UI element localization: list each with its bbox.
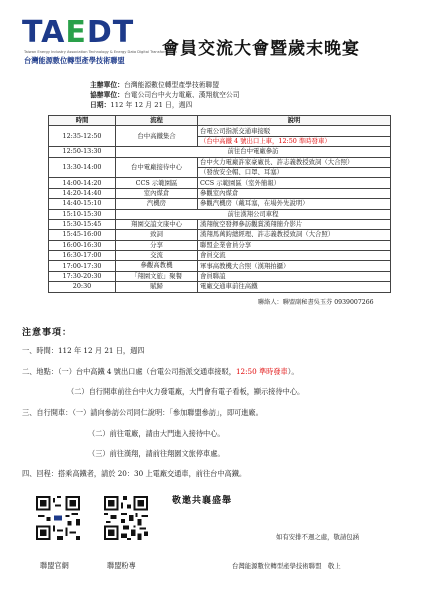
apology-note: 如有安排不週之處，敬請包涵 (276, 533, 360, 541)
table-row (49, 219, 391, 229)
logo-brand-e: E (65, 15, 87, 50)
row-desc: 會員交流 (198, 251, 391, 261)
note-return: 四、回程：搭乘高鐵者，請於 20：30 上電廠交通車，前往台中高鐵。 (22, 469, 247, 478)
table-row (49, 271, 391, 281)
invitation-text: 敬邀共襄盛舉 (172, 496, 233, 506)
host-value: 台灣能源數位轉型產學技術聯盟 (123, 81, 220, 89)
row-flow: 交流 (116, 251, 197, 261)
table-row (49, 178, 391, 188)
table-row (49, 147, 391, 157)
row-desc: CCS 示範園區（室外簡報） (198, 178, 391, 188)
row-flow: 室內煤倉 (116, 188, 198, 198)
table-row (49, 199, 391, 209)
row-desc: 前往漢翔公司車程 (116, 209, 391, 219)
row-desc: 軍事高教機大合照（漢翔拍攝） (198, 261, 391, 271)
notes-heading: 注意事項： (22, 328, 73, 338)
row-desc: 聯盟企業會員分享 (198, 240, 391, 250)
table-row (49, 157, 391, 167)
row-flow: 台中電廠接待中心 (116, 157, 198, 178)
row-flow: 賦歸 (116, 282, 198, 292)
date-label: 日期： (90, 101, 111, 109)
qr-official-site-icon[interactable] (36, 496, 80, 540)
qr-fanpage-icon[interactable] (104, 496, 148, 540)
table-row (49, 188, 391, 198)
row-time: 14:20-14:40 (49, 188, 116, 198)
row-flow: 致詞 (116, 230, 197, 240)
note-location-1 (22, 367, 299, 377)
date-value: 112 年 12 月 21 日，週四 (110, 101, 193, 109)
row-time: 16:00-16:30 (49, 240, 116, 250)
row-desc: 前往台中電廠參訪 (116, 147, 391, 157)
table-row (49, 209, 391, 219)
row-time: 12:50-13:30 (49, 147, 116, 157)
row-desc: 台中火力電廠許家豪廠長、許志義教授致詞（大合照） (198, 157, 391, 167)
row-time: 15:45-16:00 (49, 230, 116, 240)
header-time: 時間 (49, 116, 116, 126)
header-desc: 說明 (198, 116, 391, 126)
host-line (90, 79, 219, 89)
note-location-departure: 12:50 準時發車 (235, 367, 288, 376)
header-flow: 流程 (116, 116, 198, 126)
page-title: 會員交流大會暨歲末晚宴 (162, 39, 360, 59)
row-flow: 「翔園文旅」聚餐 (116, 271, 198, 281)
row-time: 17:30-20:30 (49, 271, 116, 281)
co-organizer-line (90, 89, 240, 99)
row-time: 20:30 (49, 282, 116, 292)
logo-brand (22, 15, 135, 50)
contact-person: 聯絡人：聯盟副秘書吳玉芬 0939007266 (258, 299, 374, 306)
table-row (49, 230, 391, 240)
table-row (49, 282, 391, 292)
row-flow: CCS 示範園區 (116, 178, 198, 188)
co-organizer-label: 協辦單位： (90, 91, 124, 99)
row-time: 17:00-17:30 (49, 261, 116, 271)
note-driving-3: （三）前往漢翔，請前往翔園文旅停車處。 (88, 449, 225, 458)
row-desc: 會員聯誼 (198, 271, 391, 281)
qr-official-label: 聯盟官網 (40, 561, 69, 570)
note-driving-1: 三、自行開車：（一）請向參訪公司同仁說明：「參加聯盟參訪」，即可進廠。 (22, 408, 263, 417)
row-desc: 漢翔馬萬鈞總經理、許志義教授致詞（大合照） (198, 230, 391, 240)
row-flow (116, 219, 198, 271)
row-flow: 分享 (116, 241, 197, 251)
row-time: 15:10-15:30 (49, 209, 116, 219)
row-desc: 台電公司指派交通車接駁 (198, 126, 391, 136)
row-desc-alert: （台中高鐵 4 號出口上車，12:50 準時發車） (198, 136, 391, 146)
table-row (49, 126, 391, 136)
row-time: 14:00-14:20 (49, 178, 116, 188)
schedule-table (48, 115, 391, 293)
date-line (90, 99, 192, 109)
table-header-row (49, 116, 391, 126)
note-driving-2: （二）前往電廠，請由大門進入接待中心。 (88, 429, 225, 438)
host-label: 主辦單位： (90, 81, 124, 89)
sign-off: 台灣能源數位轉型產學技術聯盟 敬上 (232, 562, 341, 570)
row-time: 14:40-15:10 (49, 199, 116, 209)
table-row (49, 261, 391, 271)
row-desc: （發放安全帽、口罩、耳塞） (198, 167, 391, 177)
row-flow: 台中高鐵集合 (116, 126, 198, 147)
row-time: 12:35-12:50 (49, 126, 116, 147)
table-row (49, 240, 391, 250)
row-desc: 漢翔航空發揮參訪觀賞漢翔簡介影片 (198, 219, 391, 229)
row-flow: 參觀高教機 (140, 261, 173, 270)
row-desc: 參觀室內煤倉 (198, 188, 391, 198)
table-row (49, 251, 391, 261)
logo-chinese-subtitle: 台灣能源數位轉型產學技術聯盟 (24, 56, 125, 65)
qr-fanpage-label: 聯盟粉專 (107, 561, 136, 570)
row-time: 13:30-14:00 (49, 157, 116, 178)
note-location-post: ）。 (287, 367, 299, 376)
row-flow: 翔園交誼文康中心 (116, 220, 197, 230)
note-location-2: （二）自行開車前往台中火力發電廠，大門會有電子看板，顯示接待中心。 (67, 387, 305, 396)
logo-english-subtitle: Taiwan Energy Industry Association Technology & Energy Data Digital Transformation (24, 50, 178, 54)
logo (22, 15, 178, 65)
note-location-pre: 二、地點：（一）台中高鐵 4 號出口處（台電公司指派交通車接駁， (22, 367, 236, 376)
co-organizer-value: 台電公司台中火力電廠、漢翔航空公司 (123, 91, 240, 99)
row-time: 15:30-15:45 (49, 219, 116, 229)
note-time: 一、時間：112 年 12 月 21 日，週四 (22, 346, 145, 355)
row-time: 16:30-17:00 (49, 251, 116, 261)
logo-brand-text: TAEDT (22, 15, 135, 50)
row-desc: 電廠交通車前往高鐵 (198, 282, 391, 292)
row-flow: 汽機房 (116, 199, 198, 209)
row-desc: 參觀汽機房（戴耳塞，在場外先說明） (198, 199, 391, 209)
